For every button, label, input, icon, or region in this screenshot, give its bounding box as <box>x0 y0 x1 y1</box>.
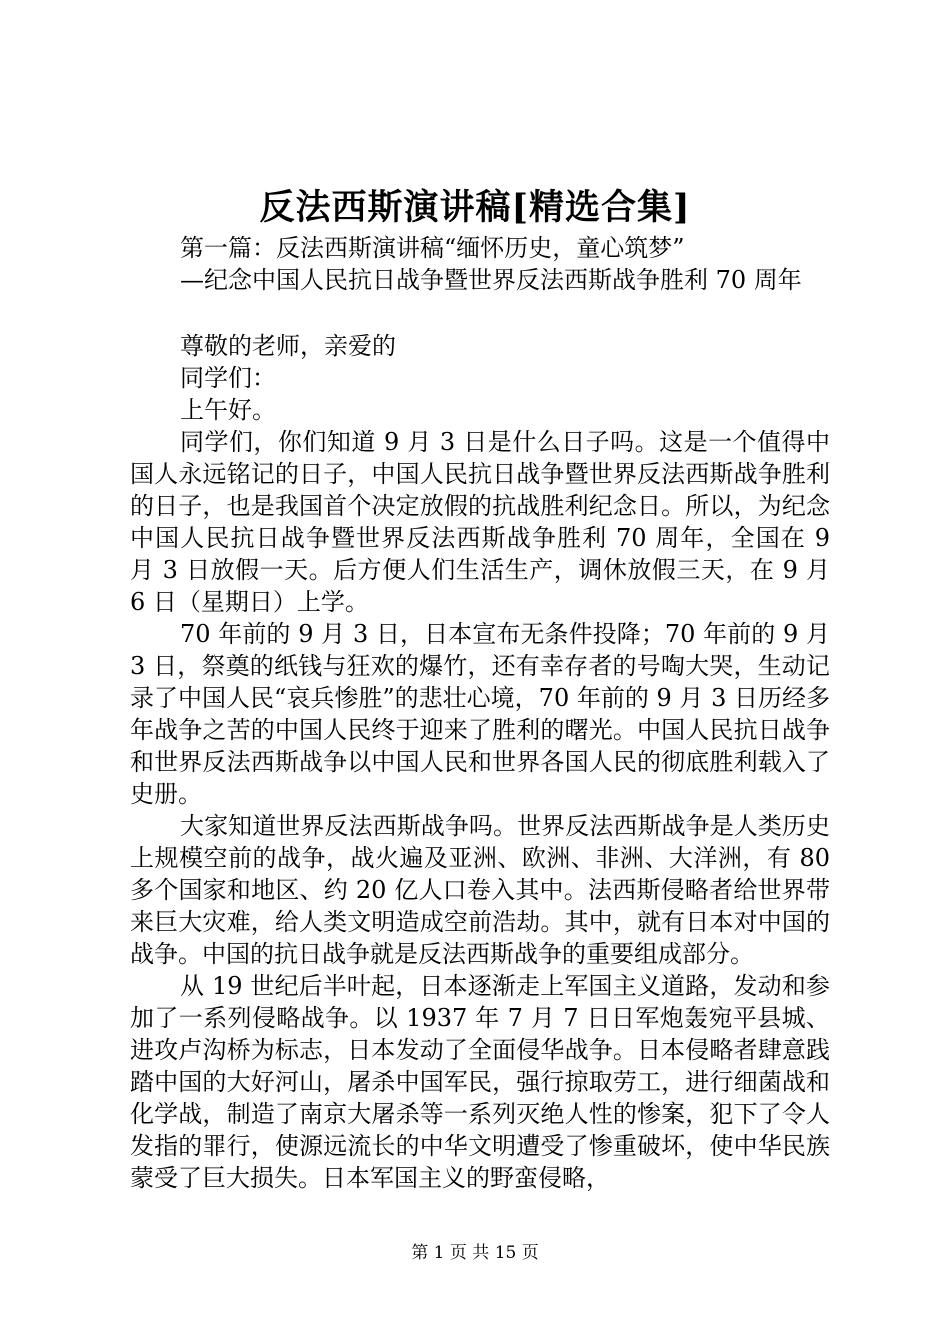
greeting-line: 同学们： <box>180 364 276 392</box>
document-body <box>130 426 830 1194</box>
paragraph: 从 19 世纪后半叶起，日本逐渐走上军国主义道路，发动和参加了一系列侵略战争。以 1937 年 7 月 7 日日军炮轰宛平县城、进攻卢沟桥为标志，日本发动了全面侵华战争。日本侵略者肆意践踏中国的大好河山，屠杀中国军民，强行掠取劳工，进行细菌战和化学战，制造了南京大屠杀等一系列灭绝人性的惨案，犯下了令人发指的罪行，使源远流长的中华文明遭受了惨重破坏，使中华民族蒙受了巨大损失。日本军国主义的野蛮侵略， <box>130 972 830 1192</box>
greeting <box>180 330 396 426</box>
document-title: 反法西斯演讲稿[精选合集] <box>259 187 691 228</box>
greeting-line: 尊敬的老师，亲爱的 <box>180 332 396 360</box>
greeting-line: 上午好。 <box>180 396 276 424</box>
paragraph: 同学们，你们知道 9 月 3 日是什么日子吗。这是一个值得中国人永远铭记的日子，中国人民抗日战争暨世界反法西斯战争胜利的日子，也是我国首个决定放假的抗战胜利纪念日。所以，为纪念中国人民抗日战争暨世界反法西斯战争胜利 70 周年，全国在 9 月 3 日放假一天。后方便人们生活生产，调休放假三天，在 9 月 6 日（星期日）上学。 <box>130 428 830 616</box>
subtitle-line: 第一篇：反法西斯演讲稿“缅怀历史，童心筑梦” <box>180 234 685 262</box>
paragraph: 大家知道世界反法西斯战争吗。世界反法西斯战争是人类历史上规模空前的战争，战火遍及亚洲、欧洲、非洲、大洋洲，有 80 多个国家和地区、约 20 亿人口卷入其中。法西斯侵略者给世界带来巨大灾难，给人类文明造成空前浩劫。其中，就有日本对中国的战争。中国的抗日战争就是反法西斯战争的重要组成部分。 <box>130 812 830 968</box>
page-footer: 第 1 页 共 15 页 <box>411 1243 539 1263</box>
paragraph: 70 年前的 9 月 3 日，日本宣布无条件投降；70 年前的 9 月 3 日，祭奠的纸钱与狂欢的爆竹，还有幸存者的号啕大哭，生动记录了中国人民“哀兵惨胜”的悲壮心境，70 年前的 9 月 3 日历经多年战争之苦的中国人民终于迎来了胜利的曙光。中国人民抗日战争和世界反法西斯战争以中国人民和世界各国人民的彻底胜利载入了史册。 <box>130 620 830 808</box>
document-subtitle <box>180 232 802 296</box>
subtitle-line: —纪念中国人民抗日战争暨世界反法西斯战争胜利 70 周年 <box>180 266 802 294</box>
